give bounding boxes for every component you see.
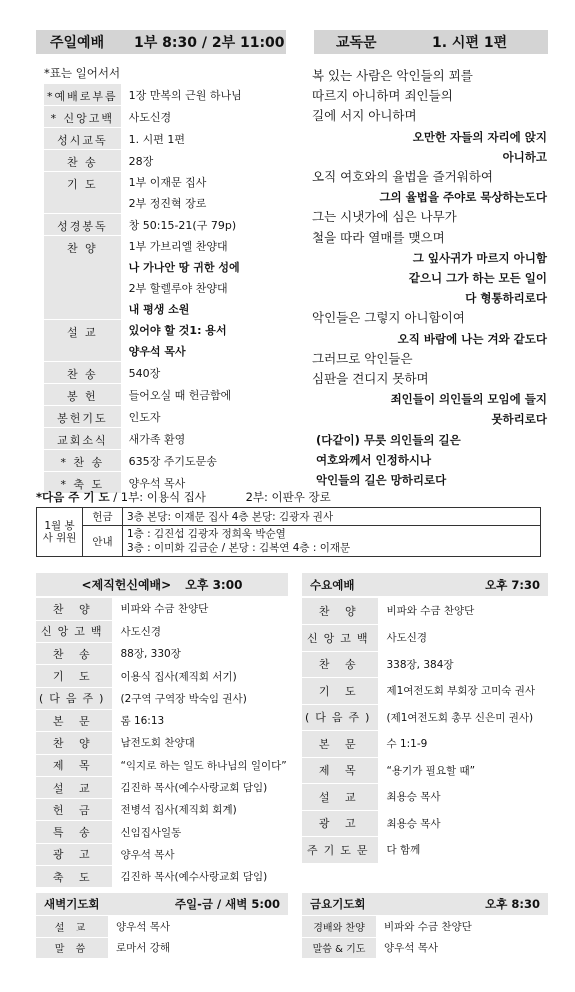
worship-row-value: 새가족 환영 — [128, 432, 186, 446]
next-week-second: 2부: 이판우 장로 — [245, 490, 331, 504]
worship-row-value: 양우석 목사 — [128, 476, 186, 490]
reading-line: 그 잎사귀가 마르지 아니함 — [412, 250, 547, 265]
dawn-prayer-header — [36, 893, 288, 915]
sunday_evening-row-value: (2구역 구역장 박숙임 권사) — [112, 687, 289, 709]
dawn-prayer-title: 새벽기도회 — [44, 897, 100, 911]
sunday_evening-row-label: 광 고 — [36, 843, 112, 865]
wednesday-row-value: 사도신경 — [378, 625, 548, 652]
sunday-worship-header — [36, 30, 286, 54]
responsive-reading — [312, 66, 547, 490]
worship-row — [44, 172, 294, 193]
standing-note: *표는 일어서서 — [44, 66, 121, 80]
worship-row-label: 봉헌기도 — [44, 406, 121, 428]
worship-row-value: 들어오실 때 헌금함에 — [128, 388, 232, 402]
service-team-title: 1월 봉사 위원 — [37, 508, 83, 557]
wednesday-row-value: 338장, 384장 — [378, 651, 548, 678]
offering-value: 3층 본당: 이재문 집사 4층 본당: 김광자 권사 — [123, 508, 541, 526]
worship-row-value: 나 가나안 땅 귀한 성에 — [128, 261, 240, 274]
worship-row-value: 창 50:15-21(구 79p) — [128, 218, 237, 232]
wednesday-row — [302, 598, 548, 625]
sunday-worship-time: 1부 8:30 / 2부 11:00 — [134, 35, 285, 51]
worship-row-value: 28장 — [128, 154, 154, 168]
next-week-prayer — [36, 489, 331, 505]
wednesday-row — [302, 810, 548, 837]
sunday_evening-row — [36, 665, 290, 687]
officers-service-time: 오후 3:00 — [185, 578, 243, 592]
wednesday-row-label: 주기도문 — [302, 837, 378, 864]
sunday_evening-row — [36, 799, 290, 821]
sunday_evening-row-label: 찬 송 — [36, 643, 112, 665]
wednesday-row-label: 광 고 — [302, 810, 378, 837]
wednesday-row-label: 기 도 — [302, 678, 378, 705]
wednesday-row-value: 다 함께 — [378, 837, 548, 864]
worship-row-value: 2부 할렐루야 찬양대 — [128, 282, 228, 295]
sunday_evening-row-value: 전병석 집사(제직회 회계) — [112, 799, 289, 821]
sunday_evening-row-label: 기 도 — [36, 665, 112, 687]
worship-row-value: 635장 주기도문송 — [128, 454, 217, 468]
worship-row-value: 사도신경 — [128, 110, 172, 124]
reading-line: (다같이) 무릇 의인들의 길은 — [316, 432, 461, 447]
dawn-row-label: 설 교 — [36, 916, 108, 937]
wednesday-service-table — [302, 598, 548, 864]
worship-row-label: 기 도 — [44, 172, 121, 214]
reading-line: 아니하고 — [502, 149, 547, 164]
reading-line: 그는 시냇가에 심은 나무가 — [312, 209, 457, 225]
wednesday-row — [302, 784, 548, 811]
worship-row-value: 인도자 — [128, 410, 161, 424]
worship-row — [44, 384, 294, 406]
friday-prayer-header — [302, 893, 548, 915]
wednesday-row-label: 신앙고백 — [302, 625, 378, 652]
reading-line: 따르지 아니하며 죄인들의 — [312, 88, 453, 104]
reading-line: 오만한 자들의 자리에 앉지 — [412, 129, 547, 144]
sunday_evening-row-value: 비파와 수금 찬양단 — [112, 598, 289, 620]
sunday_evening-row-label: 제 목 — [36, 754, 112, 776]
worship-row — [44, 362, 294, 384]
sunday_evening-row-value: 사도신경 — [112, 620, 289, 642]
wednesday-row-value: 비파와 수금 찬양단 — [378, 598, 548, 625]
dawn-row-label: 말 씀 — [36, 937, 108, 958]
wednesday-service-title: 수요예배 — [310, 577, 355, 592]
sunday_evening-row-value: 롬 16:13 — [112, 709, 289, 731]
worship-row — [44, 428, 294, 450]
sunday_evening-row — [36, 598, 290, 620]
worship-row-value: 540장 — [128, 366, 161, 380]
worship-row — [44, 84, 294, 106]
sunday_evening-row — [36, 843, 290, 865]
friday-row — [302, 916, 548, 937]
wednesday-row — [302, 651, 548, 678]
dawn-prayer-table — [36, 916, 288, 959]
reading-line: 복 있는 사람은 악인들의 꾀를 — [312, 68, 473, 83]
worship-row — [44, 320, 294, 341]
worship-row-label: 찬 송 — [44, 150, 121, 172]
sunday_evening-row — [36, 643, 290, 665]
worship-row-value: 1부 가브리엘 찬양대 — [128, 240, 228, 253]
sunday_evening-row-value: “익지로 하는 일도 하나님의 일이다” — [112, 754, 289, 776]
friday-row — [302, 937, 548, 958]
reading-line: 그의 율법을 주야로 묵상하는도다 — [379, 190, 547, 205]
worship-row-label: 봉 헌 — [44, 384, 121, 406]
wednesday-row-value: “용기가 필요할 때” — [378, 757, 548, 784]
sunday_evening-row — [36, 754, 290, 776]
reading-header — [314, 30, 548, 54]
worship-row — [44, 450, 294, 472]
dawn-prayer-time: 주일-금 / 새벽 5:00 — [174, 897, 280, 911]
wednesday-row — [302, 678, 548, 705]
sunday_evening-row — [36, 866, 290, 888]
sunday_evening-row-label: 신앙고백 — [36, 620, 112, 642]
friday-row-label: 경배와 찬양 — [302, 916, 376, 937]
reading-line: 오직 바람에 나는 겨와 같도다 — [397, 331, 547, 346]
guide-label: 안내 — [83, 526, 123, 557]
wednesday-row — [302, 731, 548, 758]
sunday_evening-row — [36, 776, 290, 798]
wednesday-row-label: (다음주) — [302, 704, 378, 731]
reading-line: 악인들은 그렇지 아니함이여 — [312, 310, 465, 326]
wednesday-row-label: 찬 송 — [302, 651, 378, 678]
reading-line: 길에 서지 아니하며 — [312, 108, 417, 124]
worship-row-value: 있어야 할 것1: 용서 — [128, 324, 227, 337]
sunday_evening-row-value: 88장, 330장 — [112, 643, 289, 665]
officers-service-table — [36, 598, 290, 889]
friday-row-value: 양우석 목사 — [376, 937, 548, 958]
friday-row-value: 비파와 수금 찬양단 — [376, 916, 548, 937]
sunday_evening-row — [36, 709, 290, 731]
guide-line-1: 1층 : 김진섭 김광자 정희욱 박순열 — [127, 528, 286, 540]
wednesday-row-label: 제 목 — [302, 757, 378, 784]
reading-line: 철을 따라 열매를 맺으며 — [312, 229, 445, 245]
wednesday-row-value: 최용승 목사 — [378, 810, 548, 837]
friday-prayer-title: 금요기도회 — [310, 897, 366, 911]
wednesday-row-value: 최용승 목사 — [378, 784, 548, 811]
sunday_evening-row-label: (다음주) — [36, 687, 112, 709]
sunday_evening-row-value: 남전도회 찬양대 — [112, 732, 289, 754]
reading-line: 심판을 견디지 못하며 — [312, 371, 429, 387]
reading-line: 못하리로다 — [491, 412, 547, 427]
worship-row-label: 성시교독 — [44, 128, 121, 150]
wednesday-row — [302, 704, 548, 731]
reading-title: 교독문 — [336, 35, 377, 51]
worship-row-label: 성경봉독 — [44, 214, 121, 236]
wednesday-row-label: 찬 양 — [302, 598, 378, 625]
dawn-row-value: 양우석 목사 — [108, 916, 288, 937]
wednesday-service-time: 오후 7:30 — [485, 577, 540, 592]
wednesday-row-value: 제1여전도회 부회장 고미숙 권사 — [378, 678, 548, 705]
wednesday-row — [302, 757, 548, 784]
friday-prayer-table — [302, 916, 548, 959]
sunday_evening-row-label: 축 도 — [36, 866, 112, 888]
worship-row-value: 1부 이재문 집사 — [128, 176, 207, 189]
worship-row-value: 2부 정진혁 장로 — [128, 197, 207, 210]
worship-row-label: * 축 도 — [44, 472, 121, 494]
sunday_evening-row-label: 설 교 — [36, 776, 112, 798]
sunday_evening-row-label: 찬 양 — [36, 732, 112, 754]
worship-row-label: 찬 송 — [44, 362, 121, 384]
worship-row-value: 1장 만복의 근원 하나님 — [128, 88, 242, 102]
worship-row — [44, 236, 294, 257]
dawn-row-value: 로마서 강해 — [108, 937, 288, 958]
sunday_evening-row-label: 본 문 — [36, 709, 112, 731]
wednesday-row — [302, 625, 548, 652]
reading-line: 다 형통하리로다 — [465, 291, 547, 306]
worship-row-label: 설 교 — [44, 320, 121, 362]
worship-row-label: * 신앙고백 — [44, 106, 121, 128]
worship-row — [44, 150, 294, 172]
wednesday-row — [302, 837, 548, 864]
next-week-first: / 1부: 이용식 집사 — [113, 490, 206, 504]
officers-service-title: <제직헌신예배> — [81, 578, 172, 592]
sunday_evening-row-label: 찬 양 — [36, 598, 112, 620]
worship-row — [44, 128, 294, 150]
officers-service-header — [36, 573, 288, 596]
order-of-worship — [44, 84, 294, 494]
reading-line: 같으니 그가 하는 모든 일이 — [408, 271, 547, 286]
worship-row-label: * 찬 송 — [44, 450, 121, 472]
wednesday-row-value: 수 1:1-9 — [378, 731, 548, 758]
guide-values — [123, 526, 541, 557]
wednesday-row-value: (제1여전도회 총무 신은미 권사) — [378, 704, 548, 731]
worship-row-value: 내 평생 소원 — [128, 303, 190, 316]
sunday_evening-row-label: 헌 금 — [36, 799, 112, 821]
worship-row-label: 교회소식 — [44, 428, 121, 450]
worship-row-label: *예배로부름 — [44, 84, 121, 106]
worship-row — [44, 406, 294, 428]
worship-row-value: 양우석 목사 — [128, 345, 186, 358]
friday-prayer-time: 오후 8:30 — [485, 897, 540, 911]
reading-line: 그러므로 악인들은 — [312, 350, 413, 366]
friday-row-label: 말씀 & 기도 — [302, 937, 376, 958]
reading-line: 죄인들이 의인들의 모임에 들지 — [390, 392, 547, 407]
sunday_evening-row-value: 김진하 목사(예수사랑교회 담임) — [112, 866, 289, 888]
wednesday-row-label: 설 교 — [302, 784, 378, 811]
guide-line-2: 3층 : 이미화 김금순 / 본당 : 김복연 4층 : 이재문 — [127, 542, 351, 554]
wednesday-row-label: 본 문 — [302, 731, 378, 758]
dawn-row — [36, 916, 288, 937]
sunday_evening-row-value: 양우석 목사 — [112, 843, 289, 865]
sunday-worship-title: 주일예배 — [50, 35, 105, 51]
offering-label: 헌금 — [83, 508, 123, 526]
sunday_evening-row-label: 특 송 — [36, 821, 112, 843]
next-week-label: *다음 주 기 도 — [36, 490, 110, 504]
sunday_evening-row — [36, 732, 290, 754]
worship-row — [44, 214, 294, 236]
dawn-row — [36, 937, 288, 958]
worship-row — [44, 106, 294, 128]
wednesday-service-header — [302, 573, 548, 596]
worship-row-value: 1. 시편 1편 — [128, 132, 186, 146]
sunday_evening-row — [36, 620, 290, 642]
sunday_evening-row-value: 이용식 집사(제직회 서기) — [112, 665, 289, 687]
reading-line: 여호와께서 인정하시나 — [316, 452, 432, 467]
sunday_evening-row-value: 김진하 목사(예수사랑교회 담임) — [112, 776, 289, 798]
worship-row-label: 찬 양 — [44, 236, 121, 320]
service-team-table — [36, 507, 541, 557]
reading-line: 악인들의 길은 망하리로다 — [316, 473, 447, 488]
reading-line: 오직 여호와의 율법을 즐거워하여 — [312, 169, 493, 185]
sunday_evening-row — [36, 821, 290, 843]
sunday_evening-row-value: 신임집사일동 — [112, 821, 289, 843]
sunday_evening-row — [36, 687, 290, 709]
reading-ref: 1. 시편 1편 — [432, 35, 508, 51]
